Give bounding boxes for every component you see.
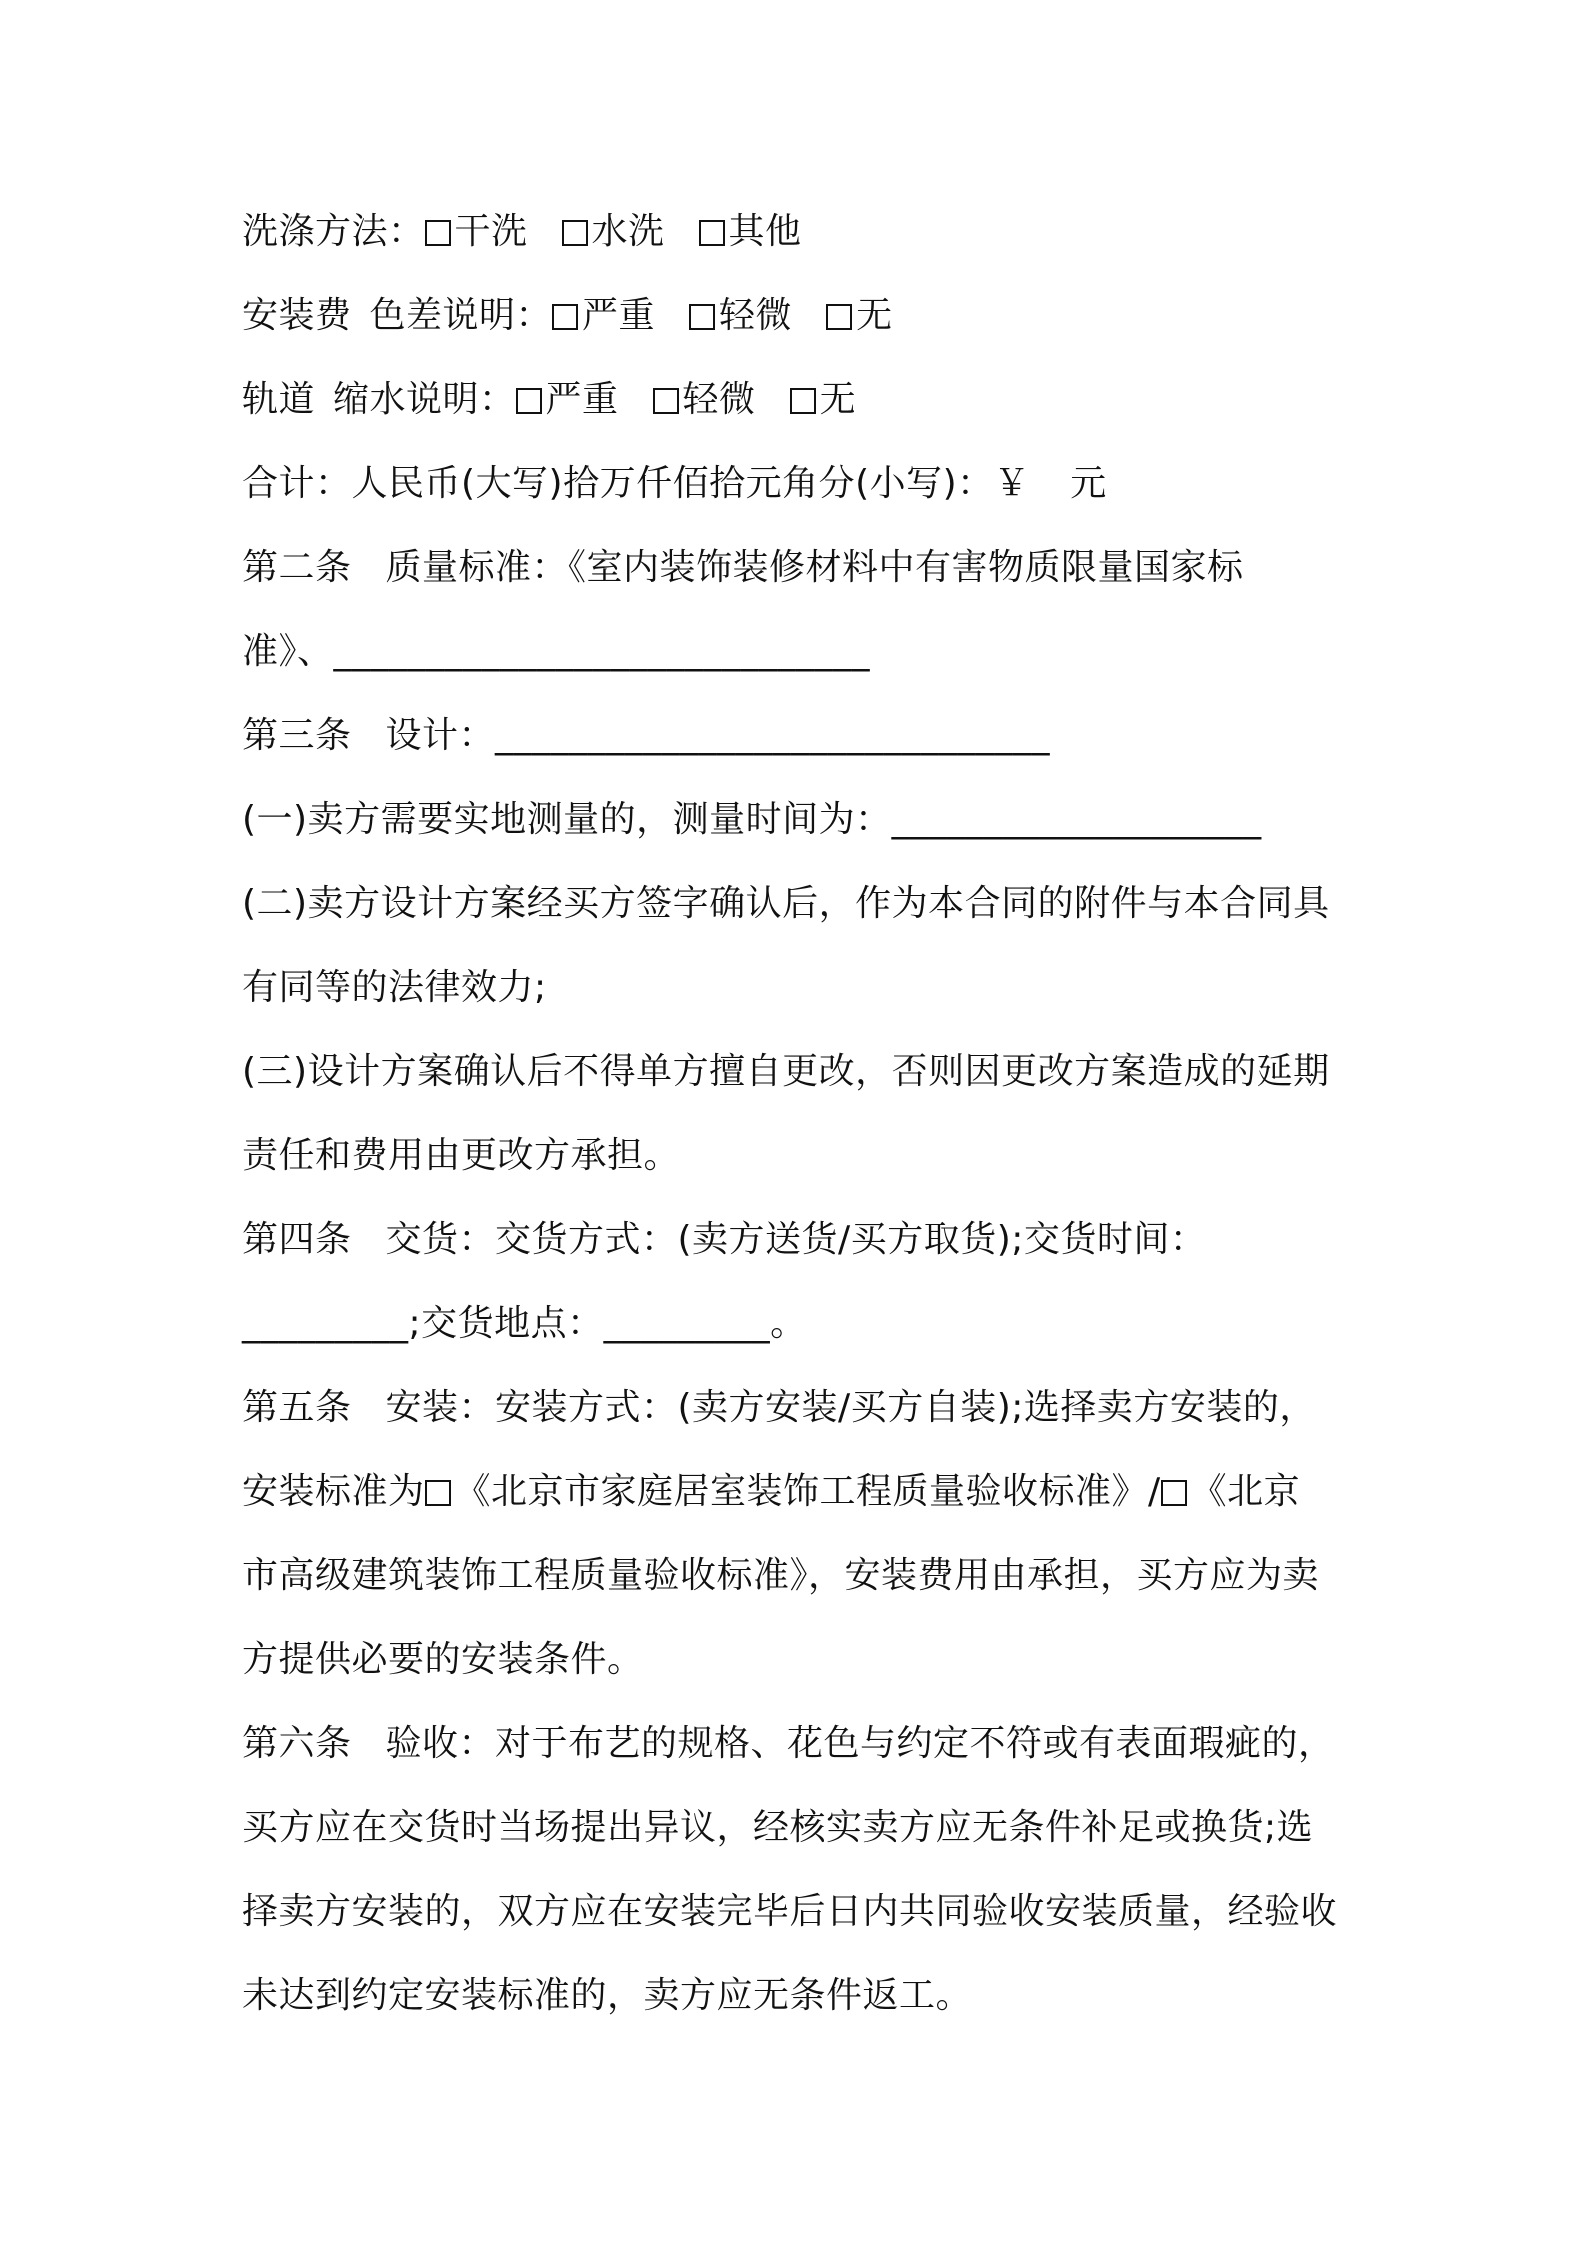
color-difference-line bbox=[242, 274, 1362, 358]
article-4-text: 交货：交货方式：(卖方送货/买方取货);交货时间： bbox=[385, 1219, 1207, 1260]
shrinkage-line bbox=[242, 358, 1362, 442]
article-6-cont-2-text: 择卖方安装的，双方应在安装完毕后日内共同验收安装质量，经验收 bbox=[242, 1891, 1338, 1932]
install-conditions-line bbox=[242, 1618, 1362, 1702]
other-wash-checkbox[interactable] bbox=[699, 220, 725, 246]
shrink-severe-label: 严重 bbox=[545, 379, 619, 420]
shrink-slight-checkbox[interactable] bbox=[653, 388, 679, 414]
color-none-label: 无 bbox=[856, 295, 893, 336]
water-wash-checkbox[interactable] bbox=[562, 220, 588, 246]
color-slight-checkbox[interactable] bbox=[689, 304, 715, 330]
document-page bbox=[242, 190, 1362, 2038]
clause-3-3-cont-line bbox=[242, 1114, 1362, 1198]
article-6-cont-2-line bbox=[242, 1870, 1362, 1954]
color-none-checkbox[interactable] bbox=[826, 304, 852, 330]
clause-3-1-line bbox=[242, 778, 1362, 862]
article-6-text: 验收：对于布艺的规格、花色与约定不符或有表面瑕疵的， bbox=[385, 1723, 1335, 1764]
shrink-none-label: 无 bbox=[819, 379, 857, 420]
clause-3-2-cont-text: 有同等的法律效力; bbox=[242, 967, 547, 1008]
color-difference-label: 色差说明： bbox=[369, 295, 553, 336]
install-standard-line bbox=[242, 1450, 1362, 1534]
article-2-text: 质量标准：《室内装饰装修材料中有害物质限量国家标 bbox=[385, 547, 1244, 588]
install-standard-label: 安装标准为 bbox=[242, 1471, 425, 1512]
total-unit: 元 bbox=[1070, 463, 1107, 504]
water-wash-label: 水洗 bbox=[591, 211, 665, 252]
article-6-cont-1-line bbox=[242, 1786, 1362, 1870]
shrink-severe-checkbox[interactable] bbox=[516, 388, 542, 414]
clause-3-3-line bbox=[242, 1030, 1362, 1114]
total-text: 合计：人民币(大写)拾万仟佰拾元角分(小写)：￥ bbox=[242, 463, 1031, 504]
dry-wash-checkbox[interactable] bbox=[425, 220, 451, 246]
article-4-line bbox=[242, 1198, 1362, 1282]
install-standard-cont-text: 市高级建筑装饰工程质量验收标准》，安装费用由承担，买方应为卖 bbox=[242, 1555, 1320, 1596]
article-6-cont-3-line bbox=[242, 1954, 1362, 2038]
article-4-heading: 第四条 bbox=[242, 1219, 352, 1260]
clause-3-3-cont-text: 责任和费用由更改方承担。 bbox=[242, 1135, 681, 1176]
clause-3-3-text: (三)设计方案确认后不得单方擅自更改，否则因更改方案造成的延期 bbox=[242, 1051, 1330, 1092]
color-severe-label: 严重 bbox=[582, 295, 656, 336]
shrinkage-label: 缩水说明： bbox=[333, 379, 516, 420]
color-severe-checkbox[interactable] bbox=[552, 304, 578, 330]
article-2-cont-line bbox=[242, 610, 1362, 694]
article-2-cont-text: 准》、_____________________________ bbox=[242, 631, 871, 672]
washing-method-label: 洗涤方法： bbox=[242, 211, 425, 252]
install-conditions-text: 方提供必要的安装条件。 bbox=[242, 1639, 644, 1680]
dry-wash-label: 干洗 bbox=[454, 211, 528, 252]
color-slight-label: 轻微 bbox=[719, 295, 793, 336]
beijing-home-standard-text: 《北京市家庭居室装饰工程质量验收标准》/ bbox=[454, 1471, 1161, 1512]
article-2-heading: 第二条 bbox=[242, 547, 352, 588]
washing-method-line bbox=[242, 190, 1362, 274]
install-standard-cont-line bbox=[242, 1534, 1362, 1618]
beijing-home-standard-checkbox[interactable] bbox=[425, 1480, 451, 1506]
clause-3-2-text: (二)卖方设计方案经买方签字确认后，作为本合同的附件与本合同具 bbox=[242, 883, 1330, 924]
article-3-text: 设计：______________________________ bbox=[385, 715, 1051, 756]
beijing-advanced-standard-checkbox[interactable] bbox=[1161, 1480, 1187, 1506]
track-label: 轨道 bbox=[242, 379, 316, 420]
article-3-heading: 第三条 bbox=[242, 715, 352, 756]
article-6-cont-1-text: 买方应在交货时当场提出异议，经核实卖方应无条件补足或换货;选 bbox=[242, 1807, 1314, 1848]
article-6-cont-3-text: 未达到约定安装标准的，卖方应无条件返工。 bbox=[242, 1975, 973, 2016]
article-5-text: 安装：安装方式：(卖方安装/买方自装);选择卖方安装的， bbox=[385, 1387, 1316, 1428]
beijing-advanced-standard-text: 《北京 bbox=[1190, 1471, 1301, 1512]
other-wash-label: 其他 bbox=[728, 211, 802, 252]
article-4-cont-line bbox=[242, 1282, 1362, 1366]
clause-3-1-text: (一)卖方需要实地测量的，测量时间为：____________________ bbox=[242, 799, 1262, 840]
total-line bbox=[242, 442, 1362, 526]
shrink-slight-label: 轻微 bbox=[682, 379, 756, 420]
article-3-line bbox=[242, 694, 1362, 778]
article-2-line bbox=[242, 526, 1362, 610]
clause-3-2-cont-line bbox=[242, 946, 1362, 1030]
article-4-cont-text: _________;交货地点：_________。 bbox=[242, 1303, 807, 1344]
article-5-heading: 第五条 bbox=[242, 1387, 352, 1428]
clause-3-2-line bbox=[242, 862, 1362, 946]
shrink-none-checkbox[interactable] bbox=[790, 388, 816, 414]
article-5-line bbox=[242, 1366, 1362, 1450]
install-fee-label: 安装费 bbox=[242, 295, 352, 336]
article-6-heading: 第六条 bbox=[242, 1723, 352, 1764]
article-6-line bbox=[242, 1702, 1362, 1786]
